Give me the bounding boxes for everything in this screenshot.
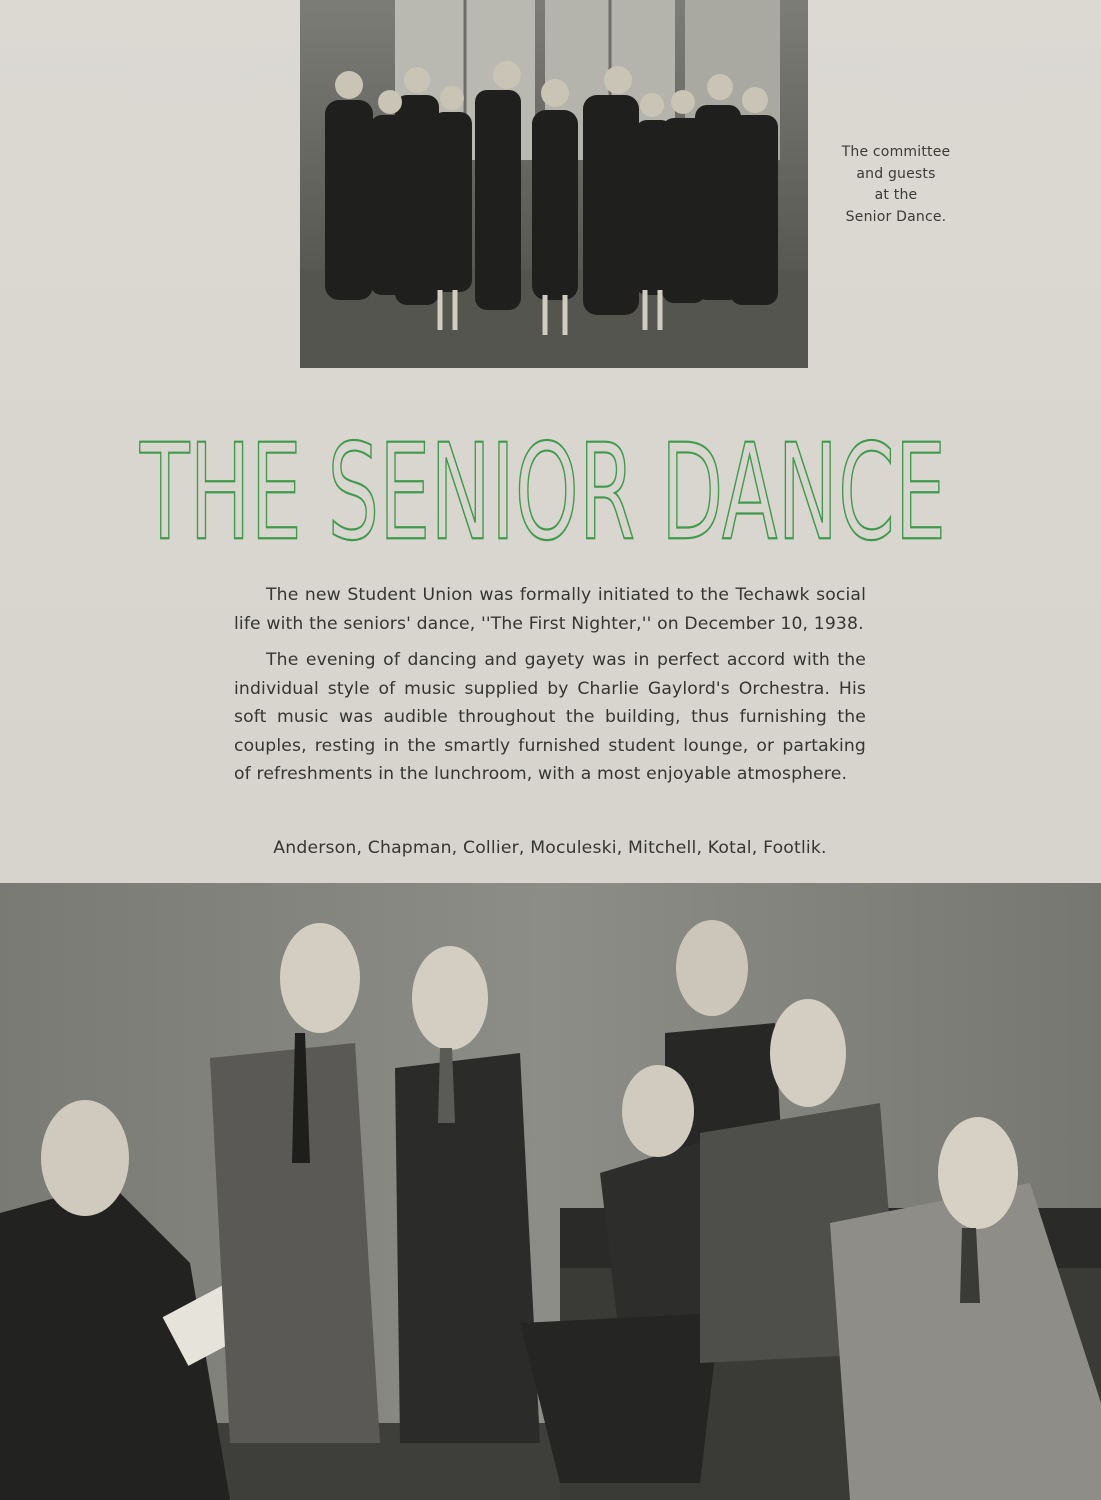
committee-group-photo	[300, 0, 808, 368]
article-body	[234, 581, 866, 797]
photo-caption	[828, 142, 964, 228]
caption-line: Senior Dance.	[845, 208, 947, 225]
caption-line: The committee	[841, 144, 951, 160]
page-title	[138, 416, 948, 571]
caption-line: and guests	[856, 165, 936, 182]
committee-names: Anderson, Chapman, Collier, Moculeski, Mitchell, Kotal, Footlik.	[273, 838, 827, 858]
page-title-text: THE SENIOR DANCE	[139, 416, 947, 571]
caption-line: at the	[874, 187, 918, 203]
paragraph: The evening of dancing and gayety was in perfect accord with the individual style of music supplied by Charlie Gaylord's Orchestra. His soft music was audible throughout the building, thus furnishing the couples, resting in the smartly furnished student lounge, or partaking of refreshments in the lunchroom, with a most enjoyable atmosphere.	[234, 650, 866, 784]
paragraph: The new Student Union was formally initiated to the Techawk social life with the seniors' dance, ''The First Nighter,'' on December 10, 1938.	[234, 585, 866, 634]
committee-members-photo	[0, 883, 1101, 1500]
